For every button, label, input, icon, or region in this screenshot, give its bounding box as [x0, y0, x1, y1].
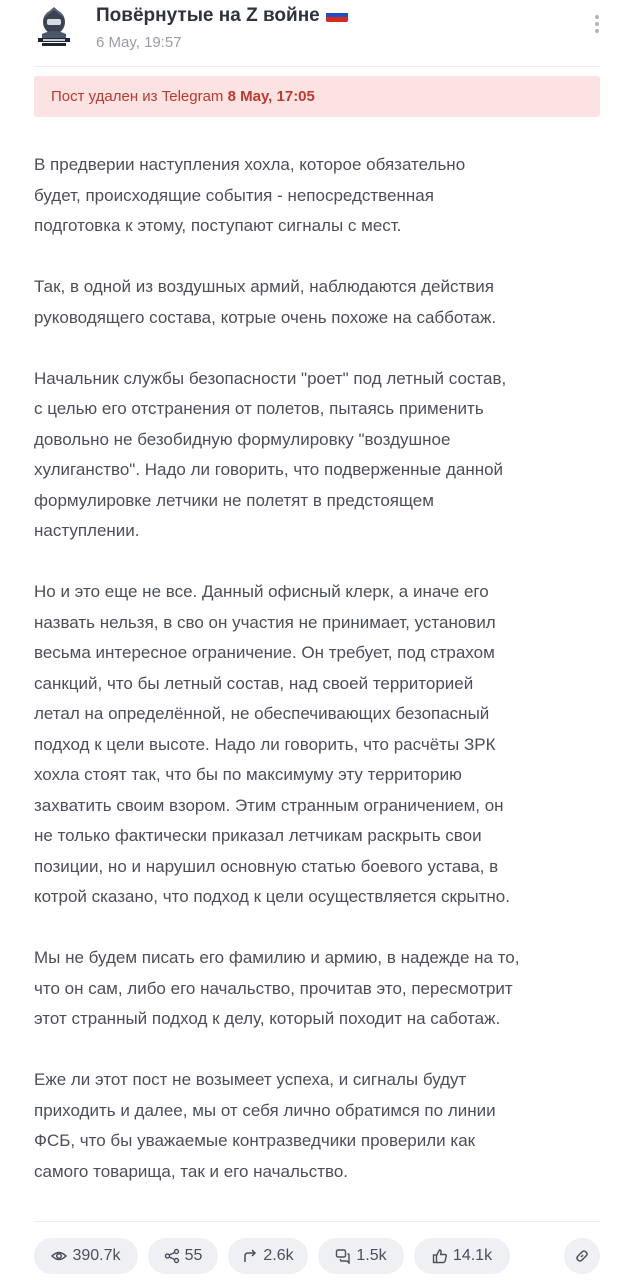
header-divider — [34, 66, 600, 67]
comments-count: 1.5k — [356, 1247, 387, 1264]
more-vertical-icon[interactable] — [590, 12, 604, 40]
reactions-button[interactable] — [414, 1238, 510, 1274]
post-stats-bar — [34, 1238, 604, 1274]
thumbs-up-icon — [432, 1248, 448, 1264]
post-paragraph: Так, в одной из воздушных армий, наблюдаются действия руководящего состава, котрые очень похоже на сабботаж. — [34, 277, 497, 327]
post-date[interactable]: 6 May, 19:57 — [96, 34, 182, 51]
comments-button[interactable] — [318, 1238, 404, 1274]
russian-flag-icon — [326, 8, 348, 22]
deleted-notice-date: 8 May, 17:05 — [227, 88, 315, 105]
post-paragraph: Мы не будем писать его фамилию и армию, в надежде на то, что он сам, либо его начальство, прочитав это, пересмотрит этот странный подход к делу, который походит на саботаж. — [34, 948, 520, 1028]
views-count: 390.7k — [72, 1247, 121, 1264]
link-icon — [574, 1248, 590, 1264]
comments-icon — [335, 1248, 351, 1264]
views-button[interactable] — [34, 1238, 138, 1274]
post-header — [0, 0, 630, 66]
reactions-count: 14.1k — [452, 1247, 493, 1264]
deleted-notice-text: Пост удален из Telegram 8 May, 17:05 — [51, 88, 315, 105]
forwards-count: 2.6k — [263, 1247, 294, 1264]
stats-divider — [34, 1221, 600, 1222]
channel-logo-icon[interactable] — [34, 4, 74, 48]
copy-link-button[interactable] — [564, 1238, 600, 1274]
shares-button[interactable] — [148, 1238, 218, 1274]
post-paragraph: Еже ли этот пост не возымеет успеха, и сигналы будут приходить и далее, мы от себя лично обратимся по линии ФСБ, что бы уважаемые контразведчики проверили как самого товарища, так и его начальство. — [34, 1070, 496, 1181]
post-paragraph: В предверии наступления хохла, которое обязательно будет, происходящие события - непосредственная подготовка к этому, поступают сигналы с мест. — [34, 155, 466, 235]
deleted-notice-banner — [34, 76, 600, 117]
shares-count: 55 — [184, 1247, 203, 1264]
channel-name[interactable]: Повёрнутые на Z войне — [96, 5, 348, 27]
post-paragraph: Но и это еще не все. Данный офисный клерк, а иначе его назвать нельзя, в сво он участия не принимает, установил весьма интересное ограничение. Он требует, под страхом санкций, что бы летный состав, над своей территорией летал на определённой, не обеспечивающих безопасный подход к цели высоте. Надо ли говорить, что расчёты ЗРК хохла стоят так, что бы по максимуму эту территорию захватить своим взором. Этим странным ограничением, он не только фактически приказал летчикам раскрыть свои позиции, но и нарушил основную статью боевого устава, в котрой сказано, что подход к цели осуществляется скрытно. — [34, 582, 510, 906]
forward-icon — [242, 1248, 258, 1264]
share-icon — [164, 1248, 180, 1264]
forwards-button[interactable] — [228, 1238, 308, 1274]
post-paragraph: Начальник службы безопасности "роет" под летный состав, с целью его отстранения от полетов, пытаясь применить довольно не безобидную формулировку "воздушное хулиганство". Надо ли говорить, что подверженные данной формулировке летчики не полетят в предстоящем наступлении. — [34, 368, 507, 540]
post-body — [34, 150, 604, 1218]
eye-icon — [51, 1248, 67, 1264]
